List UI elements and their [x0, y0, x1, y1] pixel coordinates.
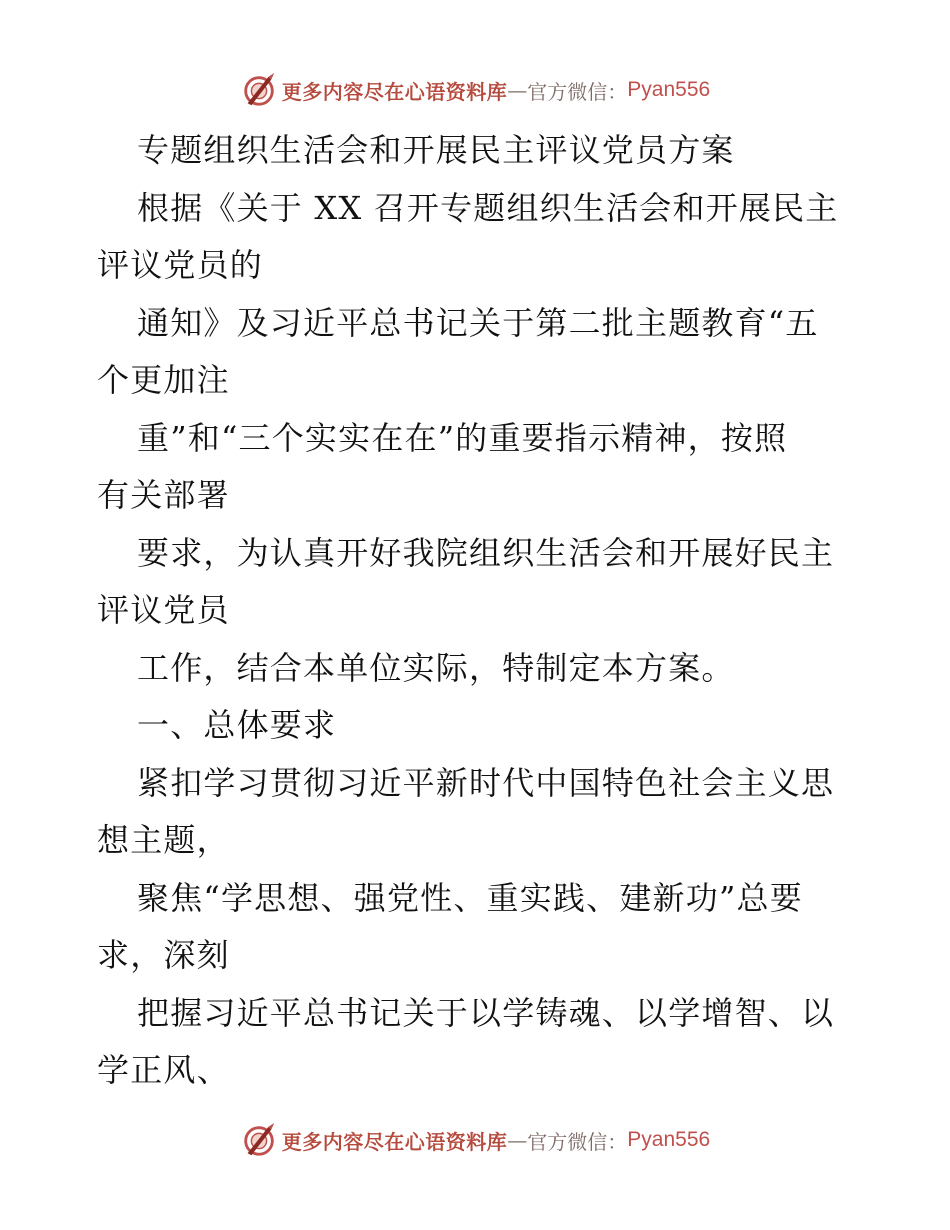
section-heading: 一、总体要求 [137, 706, 337, 744]
paragraph-line: 评议党员的 [97, 246, 264, 284]
paragraph-line: 求，深刻 [97, 936, 230, 974]
paragraph-line: 想主题， [97, 821, 230, 859]
paragraph-line: 重”和“三个实实在在”的重要指示精神，按照 [137, 418, 788, 457]
watermark-main-text: 更多内容尽在心语资料库 [281, 1129, 508, 1154]
watermark-sub-text: 官方微信： [527, 79, 628, 104]
paragraph-line: 把握习近平总书记关于以学铸魂、以学增智、以 [137, 993, 835, 1032]
paragraph-line: 紧扣学习贯彻习近平新时代中国特色社会主义思 [137, 763, 835, 802]
header-watermark [0, 70, 950, 110]
watermark-dash: — [507, 1128, 528, 1152]
paragraph-line: 个更加注 [97, 361, 230, 399]
watermark-wechat-id: Pyan556 [627, 78, 711, 101]
watermark-main-text: 更多内容尽在心语资料库 [281, 79, 508, 104]
watermark-dash: — [507, 78, 528, 102]
paragraph-line: 要求，为认真开好我院组织生活会和开展好民主 [137, 533, 835, 572]
paragraph-line: 通知》及习近平总书记关于第二批主题教育“五 [137, 303, 819, 342]
footer-watermark [0, 1120, 950, 1160]
quill-seal-logo-icon [240, 1121, 278, 1159]
paragraph-line: 根据《关于 XX 召开专题组织生活会和开展民主 [137, 188, 839, 227]
paragraph-line: 有关部署 [97, 476, 230, 514]
document-body [97, 122, 857, 1100]
quill-seal-logo-icon [240, 71, 278, 109]
paragraph-line: 学正风、 [97, 1051, 230, 1089]
paragraph-line: 工作，结合本单位实际，特制定本方案。 [137, 648, 735, 687]
watermark-sub-text: 官方微信： [527, 1129, 628, 1154]
watermark-wechat-id: Pyan556 [627, 1128, 711, 1151]
paragraph-line: 聚焦“学思想、强党性、重实践、建新功”总要 [137, 878, 803, 917]
document-title: 专题组织生活会和开展民主评议党员方案 [137, 131, 735, 169]
paragraph-line: 评议党员 [97, 591, 230, 629]
